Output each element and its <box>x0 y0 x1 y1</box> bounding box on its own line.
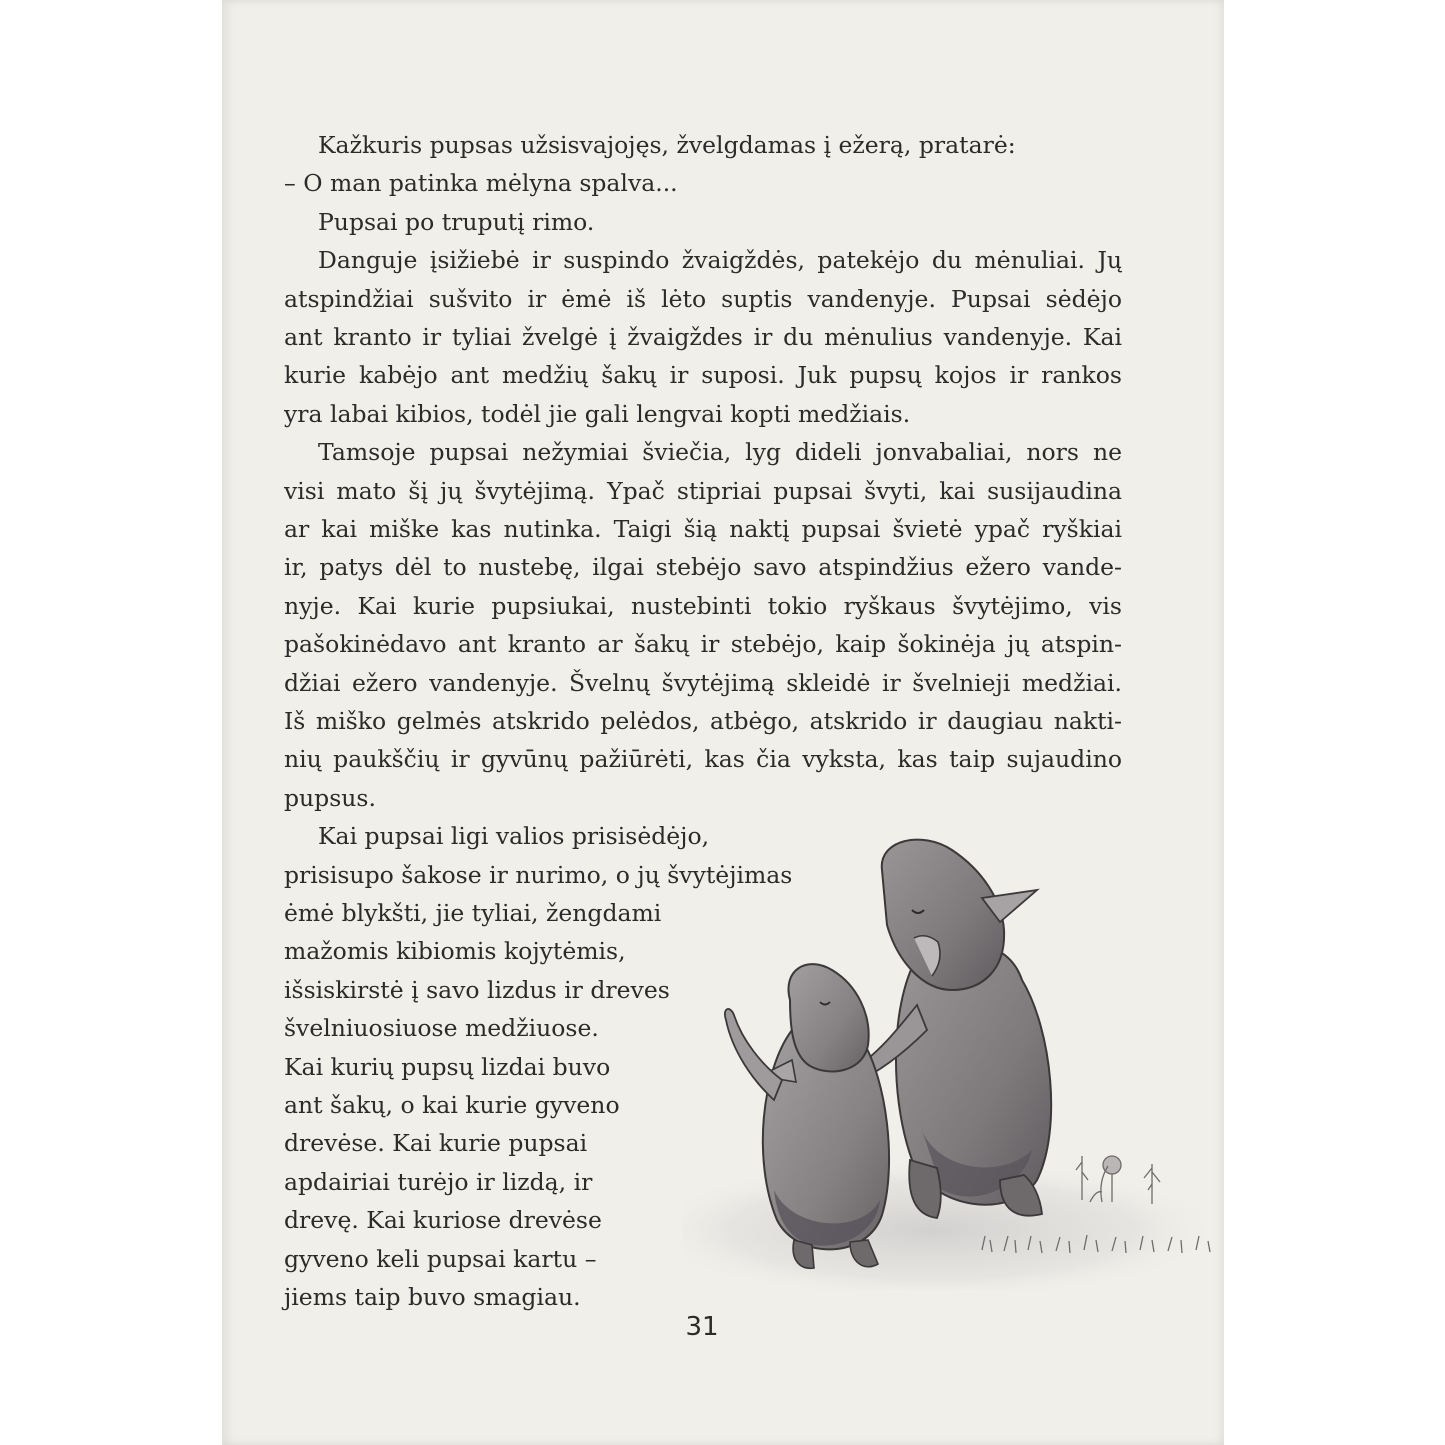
text-line: Danguje įsižiebė ir suspindo žvaigždės, patekėjo du mėnuliai. Jų <box>318 246 1122 275</box>
text-line: Iš miško gelmės atskrido pelėdos, atbėgo, atskrido ir daugiau nakti- <box>284 707 1122 735</box>
text-line: apdairiai turėjo ir lizdą, ir <box>284 1167 593 1196</box>
text-line: ir, patys dėl to nustebę, ilgai stebėjo savo atspindžius ežero vande- <box>284 553 1122 582</box>
text-line: ar kai miške kas nutinka. Taigi šią naktį pupsai švietė ypač ryškiai <box>284 515 1122 543</box>
text-line: nyje. Kai kurie pupsiukai, nustebinti tokio ryškaus švytėjimo, vis <box>284 591 1122 620</box>
text-line: ėmė blykšti, jie tyliai, žengdami <box>284 899 662 927</box>
text-line: pašokinėdavo ant kranto ar šakų ir stebėjo, kaip šokinėja jų atspin- <box>284 630 1122 659</box>
text-line: švelniuosiuose medžiuose. <box>284 1014 599 1043</box>
text-line: yra labai kibios, todėl jie gali lengvai kopti medžiais. <box>284 399 911 428</box>
text-line: nių paukščių ir gyvūnų pažiūrėti, kas čia vyksta, kas taip sujaudino <box>284 745 1122 774</box>
text-line: – O man patinka mėlyna spalva... <box>284 169 678 198</box>
text-line: pupsus. <box>284 783 376 812</box>
text-line: išsiskirstė į savo lizdus ir dreves <box>284 975 670 1004</box>
text-line: drevę. Kai kuriose drevėse <box>284 1206 602 1235</box>
text-line: Tamsoje pupsai nežymiai šviečia, lyg dideli jonvabaliai, nors ne <box>318 438 1122 467</box>
text-line: Pupsai po truputį rimo. <box>318 207 595 236</box>
text-line: Kai pupsai ligi valios prisisėdėjo, <box>318 822 710 851</box>
text-line: atspindžiai sušvito ir ėmė iš lėto suptis vandenyje. Pupsai sėdėjo <box>284 284 1122 313</box>
two-creatures-illustration <box>682 830 1222 1290</box>
text-line: džiai ežero vandenyje. Švelnų švytėjimą skleidė ir švelnieji medžiai. <box>284 668 1122 697</box>
text-line: gyveno keli pupsai kartu – <box>284 1244 597 1273</box>
text-line: jiems taip buvo smagiau. <box>284 1283 581 1311</box>
text-line: kurie kabėjo ant medžių šakų ir suposi. Juk pupsų kojos ir rankos <box>284 361 1122 390</box>
text-line: prisisupo šakose ir nurimo, o jų švytėjimas <box>284 860 793 889</box>
text-line: visi mato šį jų švytėjimą. Ypač stipriai pupsai švyti, kai susijaudina <box>284 476 1122 505</box>
text-line: ant kranto ir tyliai žvelgė į žvaigždes ir du mėnulius vandenyje. Kai <box>284 323 1122 351</box>
text-line: mažomis kibiomis kojytėmis, <box>284 937 626 966</box>
book-page <box>222 0 1224 1445</box>
text-line: drevėse. Kai kurie pupsai <box>284 1129 588 1158</box>
text-line: Kažkuris pupsas užsisvajojęs, žvelgdamas į ežerą, pratarė: <box>318 131 1016 159</box>
page-number: 31 <box>685 1312 719 1342</box>
text-line: ant šakų, o kai kurie gyveno <box>284 1091 620 1119</box>
text-line: Kai kurių pupsų lizdai buvo <box>284 1052 611 1081</box>
